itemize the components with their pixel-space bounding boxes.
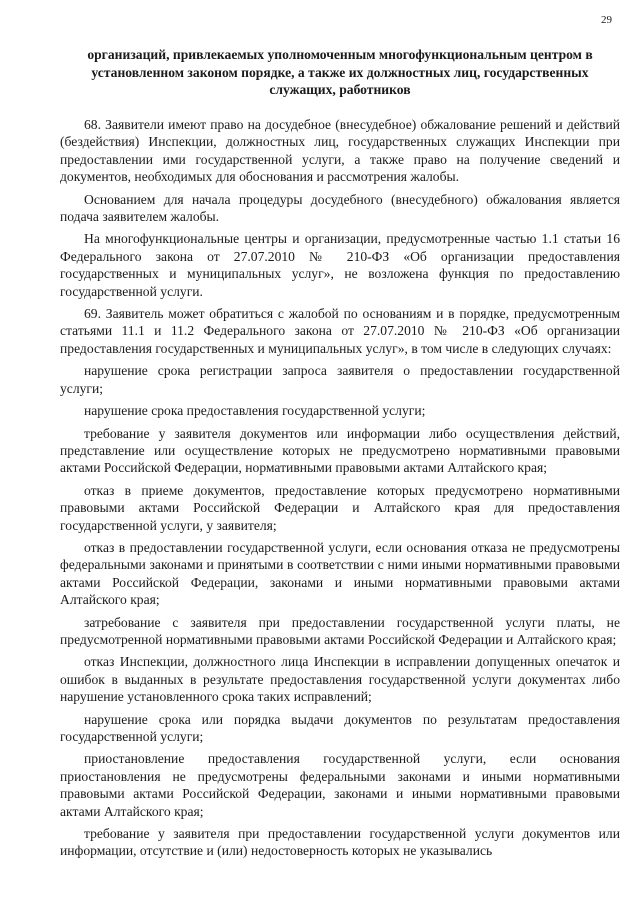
- page-number: 29: [601, 14, 612, 26]
- paragraph: нарушение срока регистрации запроса заявителя о предоставлении государственной услуги;: [60, 363, 620, 396]
- paragraph: нарушение срока предоставления государственной услуги;: [84, 403, 426, 419]
- paragraph: 69. Заявитель может обратиться с жалобой по основаниям и в порядке, предусмотренным статьями 11.1 и 11.2 Федерального закона от 27.07.2010 № 210-ФЗ «Об организации предоставления государственных и муниципальных услуг», в том числе в следующих случаях:: [60, 306, 620, 356]
- paragraph: Основанием для начала процедуры досудебного (внесудебного) обжалования является подача заявителем жалобы.: [60, 191, 620, 225]
- paragraph: отказ в предоставлении государственной услуги, если основания отказа не предусмотрены федеральными законами и принятыми в соответствии с ними иными нормативными правовыми актами Российской Федерации, законами и иными нормативными правовыми актами Алтайского края;: [60, 539, 620, 608]
- paragraph: отказ в приеме документов, предоставление которых предусмотрено нормативными правовыми актами Российской Федерации и Алтайского края для предоставления государственной услуги, у заявителя;: [60, 482, 620, 533]
- paragraph: На многофункциональные центры и организации, предусмотренные частью 1.1 статьи 16 Федерального закона от 27.07.2010 № 210-ФЗ «Об организации предоставления государственных и муниципальных услуг», не возложена функция по предоставлению государственной услуги.: [60, 231, 620, 299]
- paragraph: затребование с заявителя при предоставлении государственной услуги платы, не предусмотренной нормативными правовыми актами Российской Федерации и Алтайского края;: [60, 614, 620, 647]
- paragraph: отказ Инспекции, должностного лица Инспекции в исправлении допущенных опечаток и ошибок в выданных в результате предоставления государственной услуги документах либо нарушение установленного срока таких исправлений;: [60, 654, 620, 705]
- paragraph: требование у заявителя документов или информации либо осуществления действий, представление или осуществление которых не предусмотрено нормативными правовыми актами Российской Федерации, нормативными правовыми актами Алтайского края;: [60, 425, 620, 476]
- paragraph: требование у заявителя при предоставлении государственной услуги документов или информации, отсутствие и (или) недостоверность которых не указывались: [60, 826, 620, 859]
- document-body: [60, 116, 620, 865]
- paragraph: нарушение срока или порядка выдачи документов по результатам предоставления государственной услуги;: [60, 711, 620, 744]
- paragraph: приостановление предоставления государственной услуги, если основания приостановления не предусмотрены федеральными законами и иными нормативными правовыми актами Российской Федерации, законами и иными нормативными правовыми актами Алтайского края;: [60, 751, 620, 819]
- paragraph: 68. Заявители имеют право на досудебное (внесудебное) обжалование решений и действий (бездействия) Инспекции, должностных лиц, государственных служащих Инспекции при предоставлении ими государственной услуги, а также право на получение сведений и документов, необходимых для обоснования и рассмотрения жалобы.: [60, 117, 620, 185]
- section-heading: организаций, привлекаемых уполномоченным многофункциональным центром в установленном законом порядке, а также их должностных лиц, государственных служащих, работников: [87, 47, 593, 97]
